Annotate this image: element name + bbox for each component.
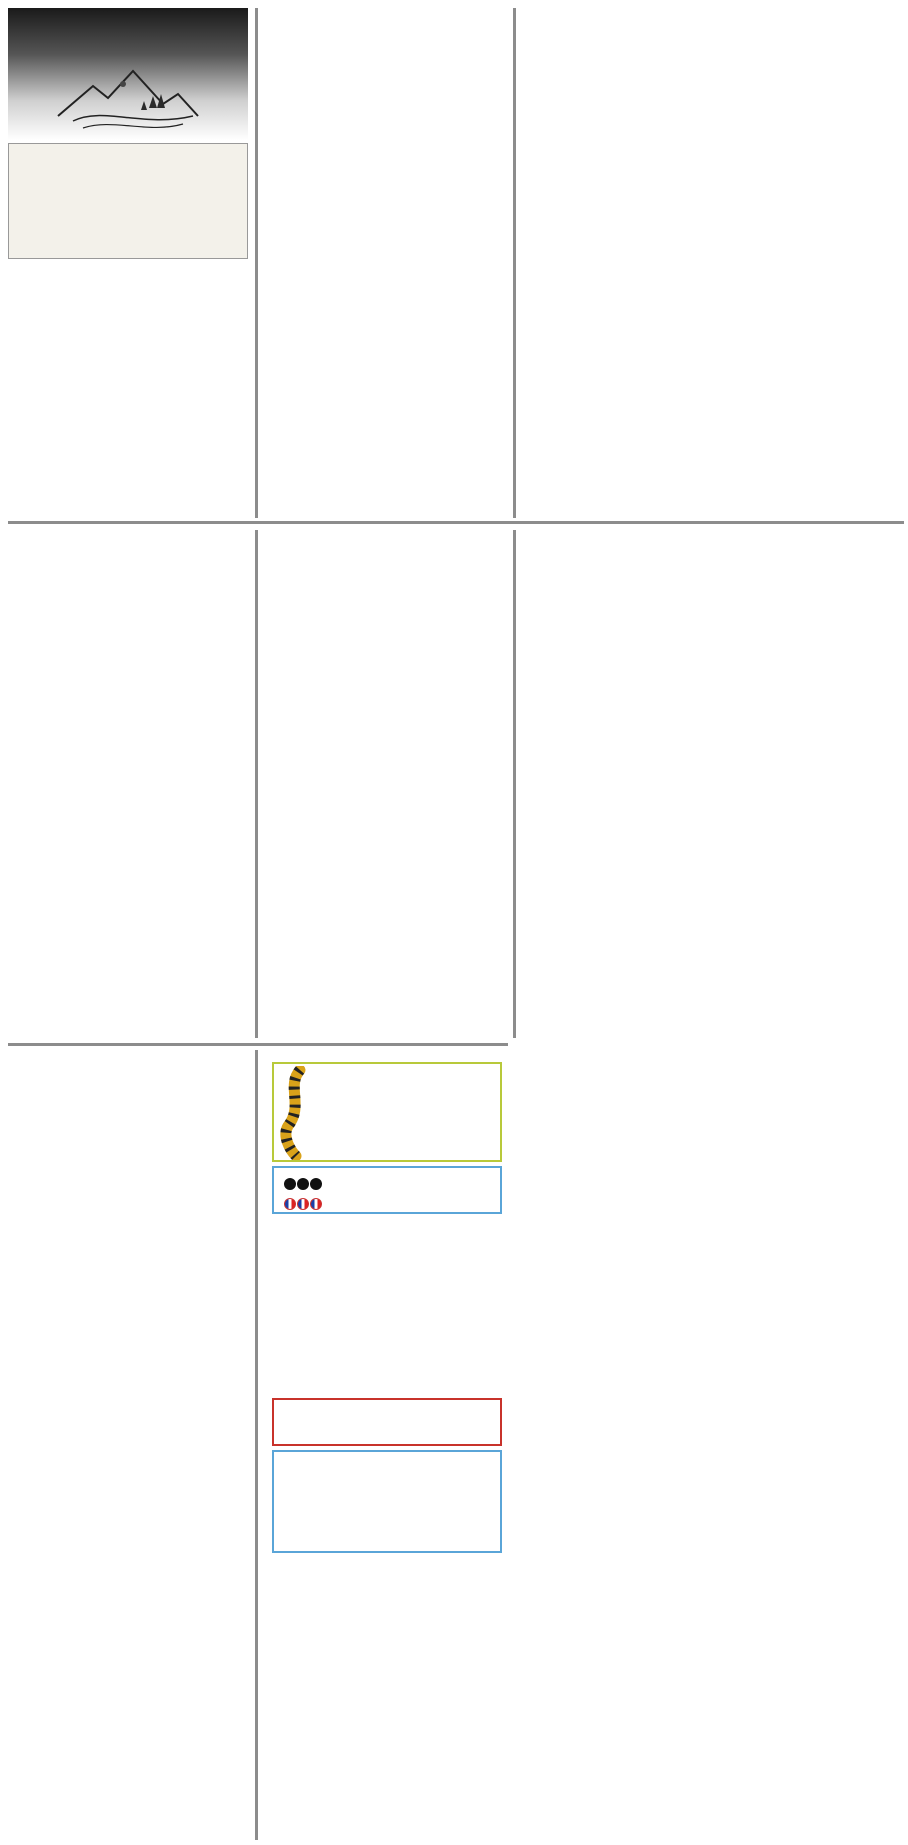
header bbox=[8, 8, 248, 140]
divider bbox=[255, 530, 258, 1038]
divider bbox=[8, 521, 904, 524]
frequency-legend bbox=[272, 1166, 502, 1214]
macro-box bbox=[272, 1398, 502, 1446]
legend-dots bbox=[284, 1175, 323, 1193]
divider bbox=[255, 8, 258, 518]
photos-info-box bbox=[272, 1062, 502, 1162]
intro-box bbox=[8, 143, 248, 259]
legend-flags bbox=[284, 1195, 323, 1213]
divider bbox=[255, 1050, 258, 1840]
caterpillar-icon bbox=[278, 1066, 312, 1160]
divider bbox=[513, 530, 516, 1038]
mountain-logo bbox=[53, 66, 203, 136]
edition-box bbox=[272, 1450, 502, 1553]
overview bbox=[8, 262, 248, 518]
divider bbox=[8, 1043, 508, 1046]
divider bbox=[513, 8, 516, 518]
